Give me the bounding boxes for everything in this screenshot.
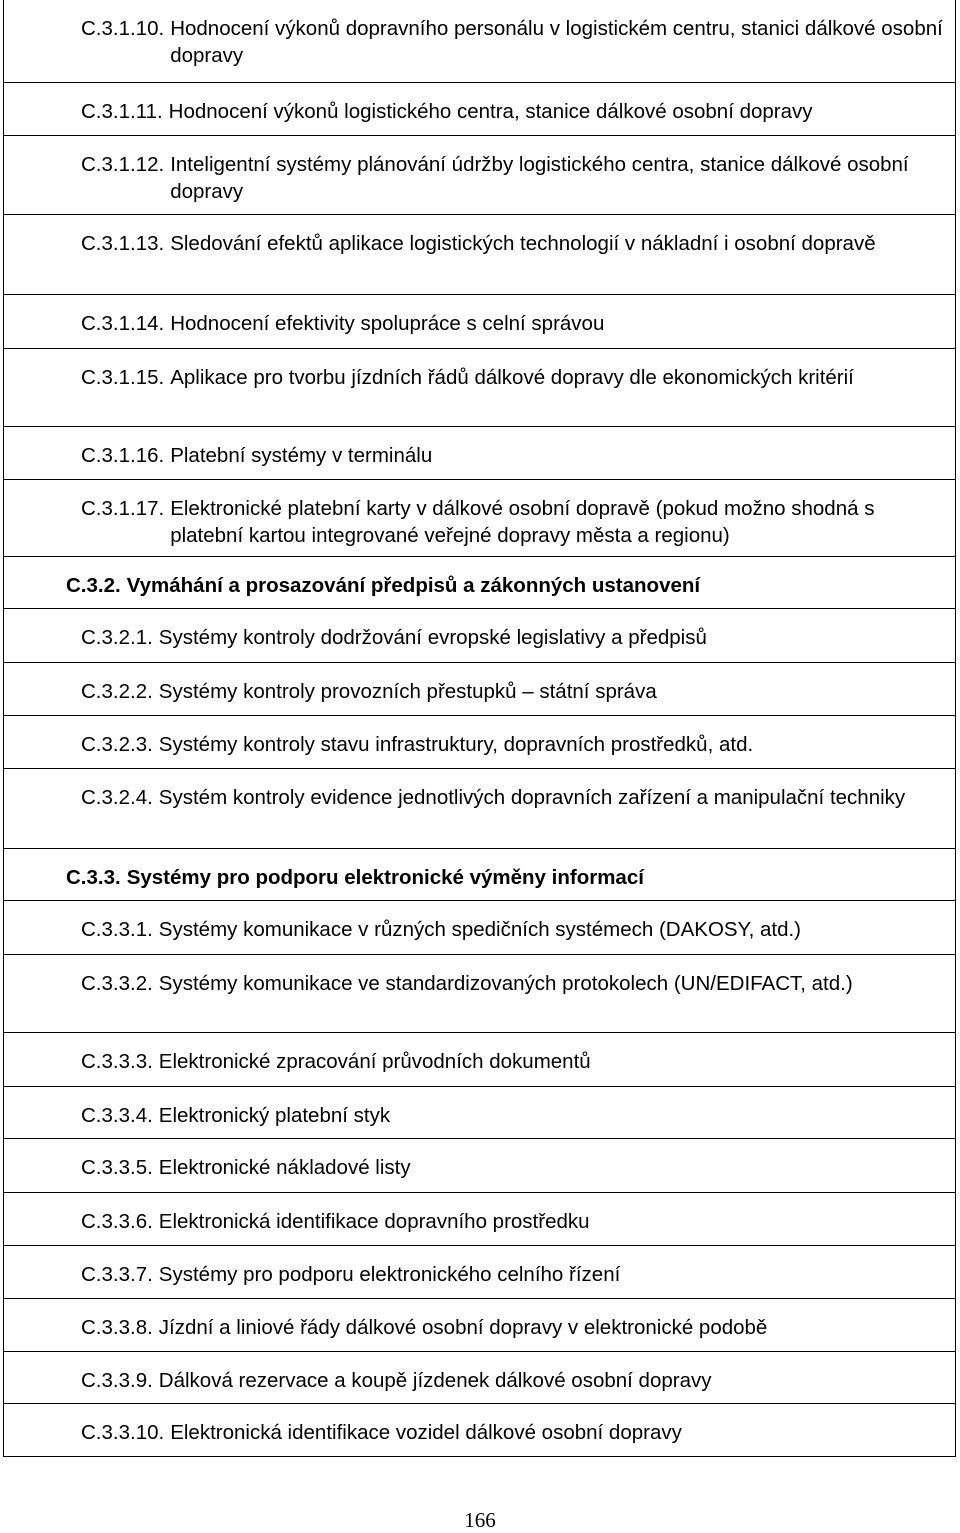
outline-row [3, 480, 956, 557]
outline-row [3, 955, 956, 1033]
section-title: Systémy komunikace v různých spedičních systémech (DAKOSY, atd.) [158, 918, 802, 941]
section-code: C.3.1.17. [81, 497, 165, 520]
outline-row [3, 716, 956, 769]
outline-row [3, 1246, 956, 1299]
outline-row [3, 663, 956, 716]
section-title: Hodnocení výkonů logistického centra, stanice dálkové osobní dopravy [168, 100, 813, 123]
section-title: Platební systémy v terminálu [170, 444, 433, 467]
outline-row [3, 1299, 956, 1352]
section-title: Systémy pro podporu elektronického celního řízení [158, 1263, 621, 1286]
section-title: Inteligentní systémy plánování údržby logistického centra, stanice dálkové osobní dopravy [170, 153, 909, 203]
section-title: Systémy pro podporu elektronické výměny informací [126, 866, 644, 889]
section-title: Sledování efektů aplikace logistických technologií v nákladní i osobní dopravě [170, 232, 876, 255]
section-title: Aplikace pro tvorbu jízdních řádů dálkové dopravy dle ekonomických kritérií [170, 366, 854, 389]
section-title: Jízdní a liniové řády dálkové osobní dopravy v elektronické podobě [158, 1316, 768, 1339]
outline-row [3, 295, 956, 349]
section-code: C.3.1.10. [81, 17, 165, 40]
outline-row [3, 1033, 956, 1087]
section-code: C.3.1.14. [81, 312, 165, 335]
section-code: C.3.3.3. [81, 1050, 153, 1073]
section-code: C.3.2.3. [81, 733, 153, 756]
section-code: C.3.3. [66, 866, 121, 889]
outline-row [3, 215, 956, 295]
section-code: C.3.3.8. [81, 1316, 153, 1339]
section-code: C.3.1.12. [81, 153, 165, 176]
section-title: Systémy kontroly stavu infrastruktury, dopravních prostředků, atd. [158, 733, 754, 756]
section-code: C.3.3.4. [81, 1104, 153, 1127]
outline-row [3, 136, 956, 215]
outline-row [3, 769, 956, 849]
section-code: C.3.2.4. [81, 786, 153, 809]
outline-row [3, 1352, 956, 1404]
outline-row [3, 1087, 956, 1139]
section-code: C.3.3.6. [81, 1210, 153, 1233]
section-title: Systémy kontroly provozních přestupků – státní správa [158, 680, 657, 703]
section-code: C.3.3.2. [81, 972, 153, 995]
section-code: C.3.3.1. [81, 918, 153, 941]
section-code: C.3.3.10. [81, 1421, 165, 1444]
section-title: Systémy komunikace ve standardizovaných protokolech (UN/EDIFACT, atd.) [158, 972, 853, 995]
outline-row [3, 557, 956, 609]
section-title: Hodnocení výkonů dopravního personálu v logistickém centru, stanici dálkové osobní dopravy [170, 17, 943, 67]
section-title: Vymáhání a prosazování předpisů a zákonných ustanovení [126, 574, 701, 597]
section-code: C.3.3.9. [81, 1369, 153, 1392]
section-title: Hodnocení efektivity spolupráce s celní správou [170, 312, 605, 335]
outline-row [3, 427, 956, 480]
outline-row [3, 0, 956, 83]
outline-row [3, 1139, 956, 1193]
outline-row [3, 83, 956, 136]
section-title: Elektronický platební styk [158, 1104, 391, 1127]
section-code: C.3.1.15. [81, 366, 165, 389]
section-code: C.3.3.5. [81, 1156, 153, 1179]
outline-row [3, 1404, 956, 1457]
section-title: Systémy kontroly dodržování evropské legislativy a předpisů [158, 626, 707, 649]
outline-row [3, 1193, 956, 1246]
outline-row [3, 901, 956, 955]
section-code: C.3.2.1. [81, 626, 153, 649]
section-title: Elektronické platební karty v dálkové osobní dopravě (pokud možno shodná s platební kartou integrované veřejné dopravy města a regionu) [170, 497, 875, 547]
section-code: C.3.2.2. [81, 680, 153, 703]
section-code: C.3.1.13. [81, 232, 165, 255]
section-code: C.3.1.16. [81, 444, 165, 467]
section-title: Elektronická identifikace dopravního prostředku [158, 1210, 590, 1233]
outline-row [3, 849, 956, 901]
page-number: 166 [464, 1508, 496, 1532]
section-title: Systém kontroly evidence jednotlivých dopravních zařízení a manipulační techniky [158, 786, 906, 809]
section-title: Elektronická identifikace vozidel dálkové osobní dopravy [170, 1421, 682, 1444]
section-code: C.3.1.11. [81, 100, 163, 123]
section-code: C.3.3.7. [81, 1263, 153, 1286]
outline-row [3, 609, 956, 663]
outline-row [3, 349, 956, 427]
section-title: Elektronické zpracování průvodních dokumentů [158, 1050, 591, 1073]
section-title: Elektronické nákladové listy [158, 1156, 411, 1179]
section-code: C.3.2. [66, 574, 121, 597]
section-title: Dálková rezervace a koupě jízdenek dálkové osobní dopravy [158, 1369, 712, 1392]
